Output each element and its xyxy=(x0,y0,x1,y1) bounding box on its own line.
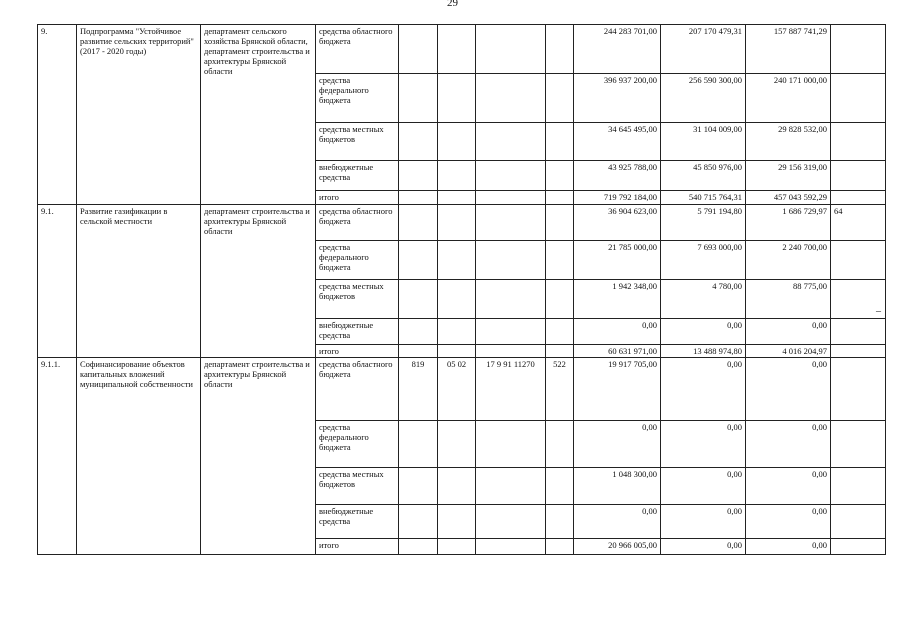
indicator-ref xyxy=(831,319,886,345)
stray-mark: – xyxy=(876,306,881,317)
amount-year-3: 240 171 000,00 xyxy=(746,74,831,123)
amount-year-2: 0,00 xyxy=(661,421,746,468)
amount-year-1: 60 631 971,00 xyxy=(574,345,661,358)
item-name: Софинансирование объектов капитальных вложений муниципальной собственности xyxy=(77,358,201,555)
section-code xyxy=(438,205,476,241)
grbs-code xyxy=(399,539,438,555)
table-row xyxy=(38,205,886,241)
amount-year-3: 29 828 532,00 xyxy=(746,123,831,161)
indicator-ref xyxy=(831,421,886,468)
item-number: 9. xyxy=(38,25,77,205)
indicator-ref xyxy=(831,191,886,205)
amount-year-1: 396 937 200,00 xyxy=(574,74,661,123)
expense-type-code xyxy=(546,205,574,241)
item-executor: департамент сельского хозяйства Брянской области, департамент строительства и архитектуры Брянской области xyxy=(201,25,316,205)
amount-year-3: 4 016 204,97 xyxy=(746,345,831,358)
amount-year-3: 2 240 700,00 xyxy=(746,241,831,280)
funding-source: средства областного бюджета xyxy=(316,205,399,241)
item-name: Развитие газификации в сельской местности xyxy=(77,205,201,358)
amount-year-1: 21 785 000,00 xyxy=(574,241,661,280)
page-number: 29 xyxy=(447,0,458,9)
expense-type-code xyxy=(546,539,574,555)
target-article-code xyxy=(476,191,546,205)
amount-year-3: 0,00 xyxy=(746,539,831,555)
funding-source: средства местных бюджетов xyxy=(316,280,399,319)
target-article-code xyxy=(476,280,546,319)
target-article-code xyxy=(476,505,546,539)
indicator-ref xyxy=(831,123,886,161)
expense-type-code xyxy=(546,191,574,205)
indicator-ref xyxy=(831,161,886,191)
item-executor: департамент строительства и архитектуры Брянской области xyxy=(201,205,316,358)
section-code xyxy=(438,319,476,345)
indicator-ref: 64 xyxy=(831,205,886,241)
indicator-ref xyxy=(831,241,886,280)
section-code xyxy=(438,280,476,319)
funding-source: средства местных бюджетов xyxy=(316,123,399,161)
funding-source: средства областного бюджета xyxy=(316,358,399,421)
funding-source: итого xyxy=(316,345,399,358)
target-article-code xyxy=(476,539,546,555)
expense-type-code xyxy=(546,468,574,505)
grbs-code xyxy=(399,74,438,123)
grbs-code xyxy=(399,505,438,539)
section-code: 05 02 xyxy=(438,358,476,421)
amount-year-3: 29 156 319,00 xyxy=(746,161,831,191)
amount-year-1: 43 925 788,00 xyxy=(574,161,661,191)
indicator-ref xyxy=(831,539,886,555)
grbs-code xyxy=(399,345,438,358)
amount-year-3: 0,00 xyxy=(746,319,831,345)
amount-year-2: 7 693 000,00 xyxy=(661,241,746,280)
expense-type-code xyxy=(546,74,574,123)
target-article-code xyxy=(476,319,546,345)
funding-source: средства федерального бюджета xyxy=(316,241,399,280)
amount-year-1: 719 792 184,00 xyxy=(574,191,661,205)
amount-year-2: 0,00 xyxy=(661,319,746,345)
amount-year-3: 0,00 xyxy=(746,421,831,468)
grbs-code xyxy=(399,191,438,205)
section-code xyxy=(438,345,476,358)
expense-type-code xyxy=(546,345,574,358)
amount-year-3: 0,00 xyxy=(746,358,831,421)
amount-year-2: 0,00 xyxy=(661,468,746,505)
amount-year-2: 45 850 976,00 xyxy=(661,161,746,191)
amount-year-1: 244 283 701,00 xyxy=(574,25,661,74)
amount-year-1: 20 966 005,00 xyxy=(574,539,661,555)
table-row xyxy=(38,25,886,74)
target-article-code xyxy=(476,345,546,358)
grbs-code xyxy=(399,161,438,191)
amount-year-2: 540 715 764,31 xyxy=(661,191,746,205)
indicator-ref xyxy=(831,25,886,74)
item-executor: департамент строительства и архитектуры Брянской области xyxy=(201,358,316,555)
amount-year-2: 5 791 194,80 xyxy=(661,205,746,241)
expense-type-code xyxy=(546,161,574,191)
section-code xyxy=(438,421,476,468)
funding-source: итого xyxy=(316,191,399,205)
indicator-ref xyxy=(831,345,886,358)
amount-year-1: 19 917 705,00 xyxy=(574,358,661,421)
section-code xyxy=(438,539,476,555)
funding-source: внебюджетные средства xyxy=(316,319,399,345)
item-number: 9.1. xyxy=(38,205,77,358)
item-name: Подпрограмма "Устойчивое развитие сельских территорий" (2017 - 2020 годы) xyxy=(77,25,201,205)
amount-year-3: 88 775,00 xyxy=(746,280,831,319)
funding-source: средства федерального бюджета xyxy=(316,74,399,123)
expense-type-code xyxy=(546,319,574,345)
grbs-code xyxy=(399,205,438,241)
amount-year-2: 0,00 xyxy=(661,505,746,539)
section-code xyxy=(438,241,476,280)
amount-year-2: 207 170 479,31 xyxy=(661,25,746,74)
target-article-code xyxy=(476,74,546,123)
amount-year-1: 34 645 495,00 xyxy=(574,123,661,161)
amount-year-1: 1 942 348,00 xyxy=(574,280,661,319)
section-code xyxy=(438,191,476,205)
funding-source: средства местных бюджетов xyxy=(316,468,399,505)
table-row xyxy=(38,358,886,421)
expense-type-code xyxy=(546,241,574,280)
budget-table xyxy=(37,24,886,555)
target-article-code xyxy=(476,161,546,191)
expense-type-code xyxy=(546,25,574,74)
target-article-code xyxy=(476,468,546,505)
amount-year-1: 1 048 300,00 xyxy=(574,468,661,505)
amount-year-3: 457 043 592,29 xyxy=(746,191,831,205)
funding-source: внебюджетные средства xyxy=(316,161,399,191)
expense-type-code xyxy=(546,123,574,161)
section-code xyxy=(438,123,476,161)
expense-type-code xyxy=(546,280,574,319)
grbs-code xyxy=(399,319,438,345)
amount-year-2: 13 488 974,80 xyxy=(661,345,746,358)
grbs-code xyxy=(399,25,438,74)
amount-year-1: 0,00 xyxy=(574,319,661,345)
target-article-code xyxy=(476,241,546,280)
amount-year-3: 0,00 xyxy=(746,505,831,539)
grbs-code xyxy=(399,241,438,280)
amount-year-1: 0,00 xyxy=(574,505,661,539)
expense-type-code xyxy=(546,421,574,468)
funding-source: итого xyxy=(316,539,399,555)
section-code xyxy=(438,25,476,74)
target-article-code: 17 9 91 11270 xyxy=(476,358,546,421)
indicator-ref xyxy=(831,505,886,539)
funding-source: внебюджетные средства xyxy=(316,505,399,539)
target-article-code xyxy=(476,123,546,161)
grbs-code xyxy=(399,280,438,319)
section-code xyxy=(438,161,476,191)
indicator-ref xyxy=(831,74,886,123)
expense-type-code: 522 xyxy=(546,358,574,421)
indicator-ref xyxy=(831,358,886,421)
funding-source: средства федерального бюджета xyxy=(316,421,399,468)
funding-source: средства областного бюджета xyxy=(316,25,399,74)
grbs-code xyxy=(399,123,438,161)
target-article-code xyxy=(476,421,546,468)
target-article-code xyxy=(476,25,546,74)
indicator-ref xyxy=(831,468,886,505)
grbs-code xyxy=(399,468,438,505)
amount-year-1: 36 904 623,00 xyxy=(574,205,661,241)
amount-year-2: 0,00 xyxy=(661,358,746,421)
item-number: 9.1.1. xyxy=(38,358,77,555)
target-article-code xyxy=(476,205,546,241)
amount-year-1: 0,00 xyxy=(574,421,661,468)
amount-year-2: 31 104 009,00 xyxy=(661,123,746,161)
amount-year-3: 0,00 xyxy=(746,468,831,505)
amount-year-2: 0,00 xyxy=(661,539,746,555)
amount-year-2: 256 590 300,00 xyxy=(661,74,746,123)
expense-type-code xyxy=(546,505,574,539)
amount-year-2: 4 780,00 xyxy=(661,280,746,319)
amount-year-3: 1 686 729,97 xyxy=(746,205,831,241)
grbs-code xyxy=(399,421,438,468)
amount-year-3: 157 887 741,29 xyxy=(746,25,831,74)
section-code xyxy=(438,74,476,123)
section-code xyxy=(438,468,476,505)
section-code xyxy=(438,505,476,539)
grbs-code: 819 xyxy=(399,358,438,421)
